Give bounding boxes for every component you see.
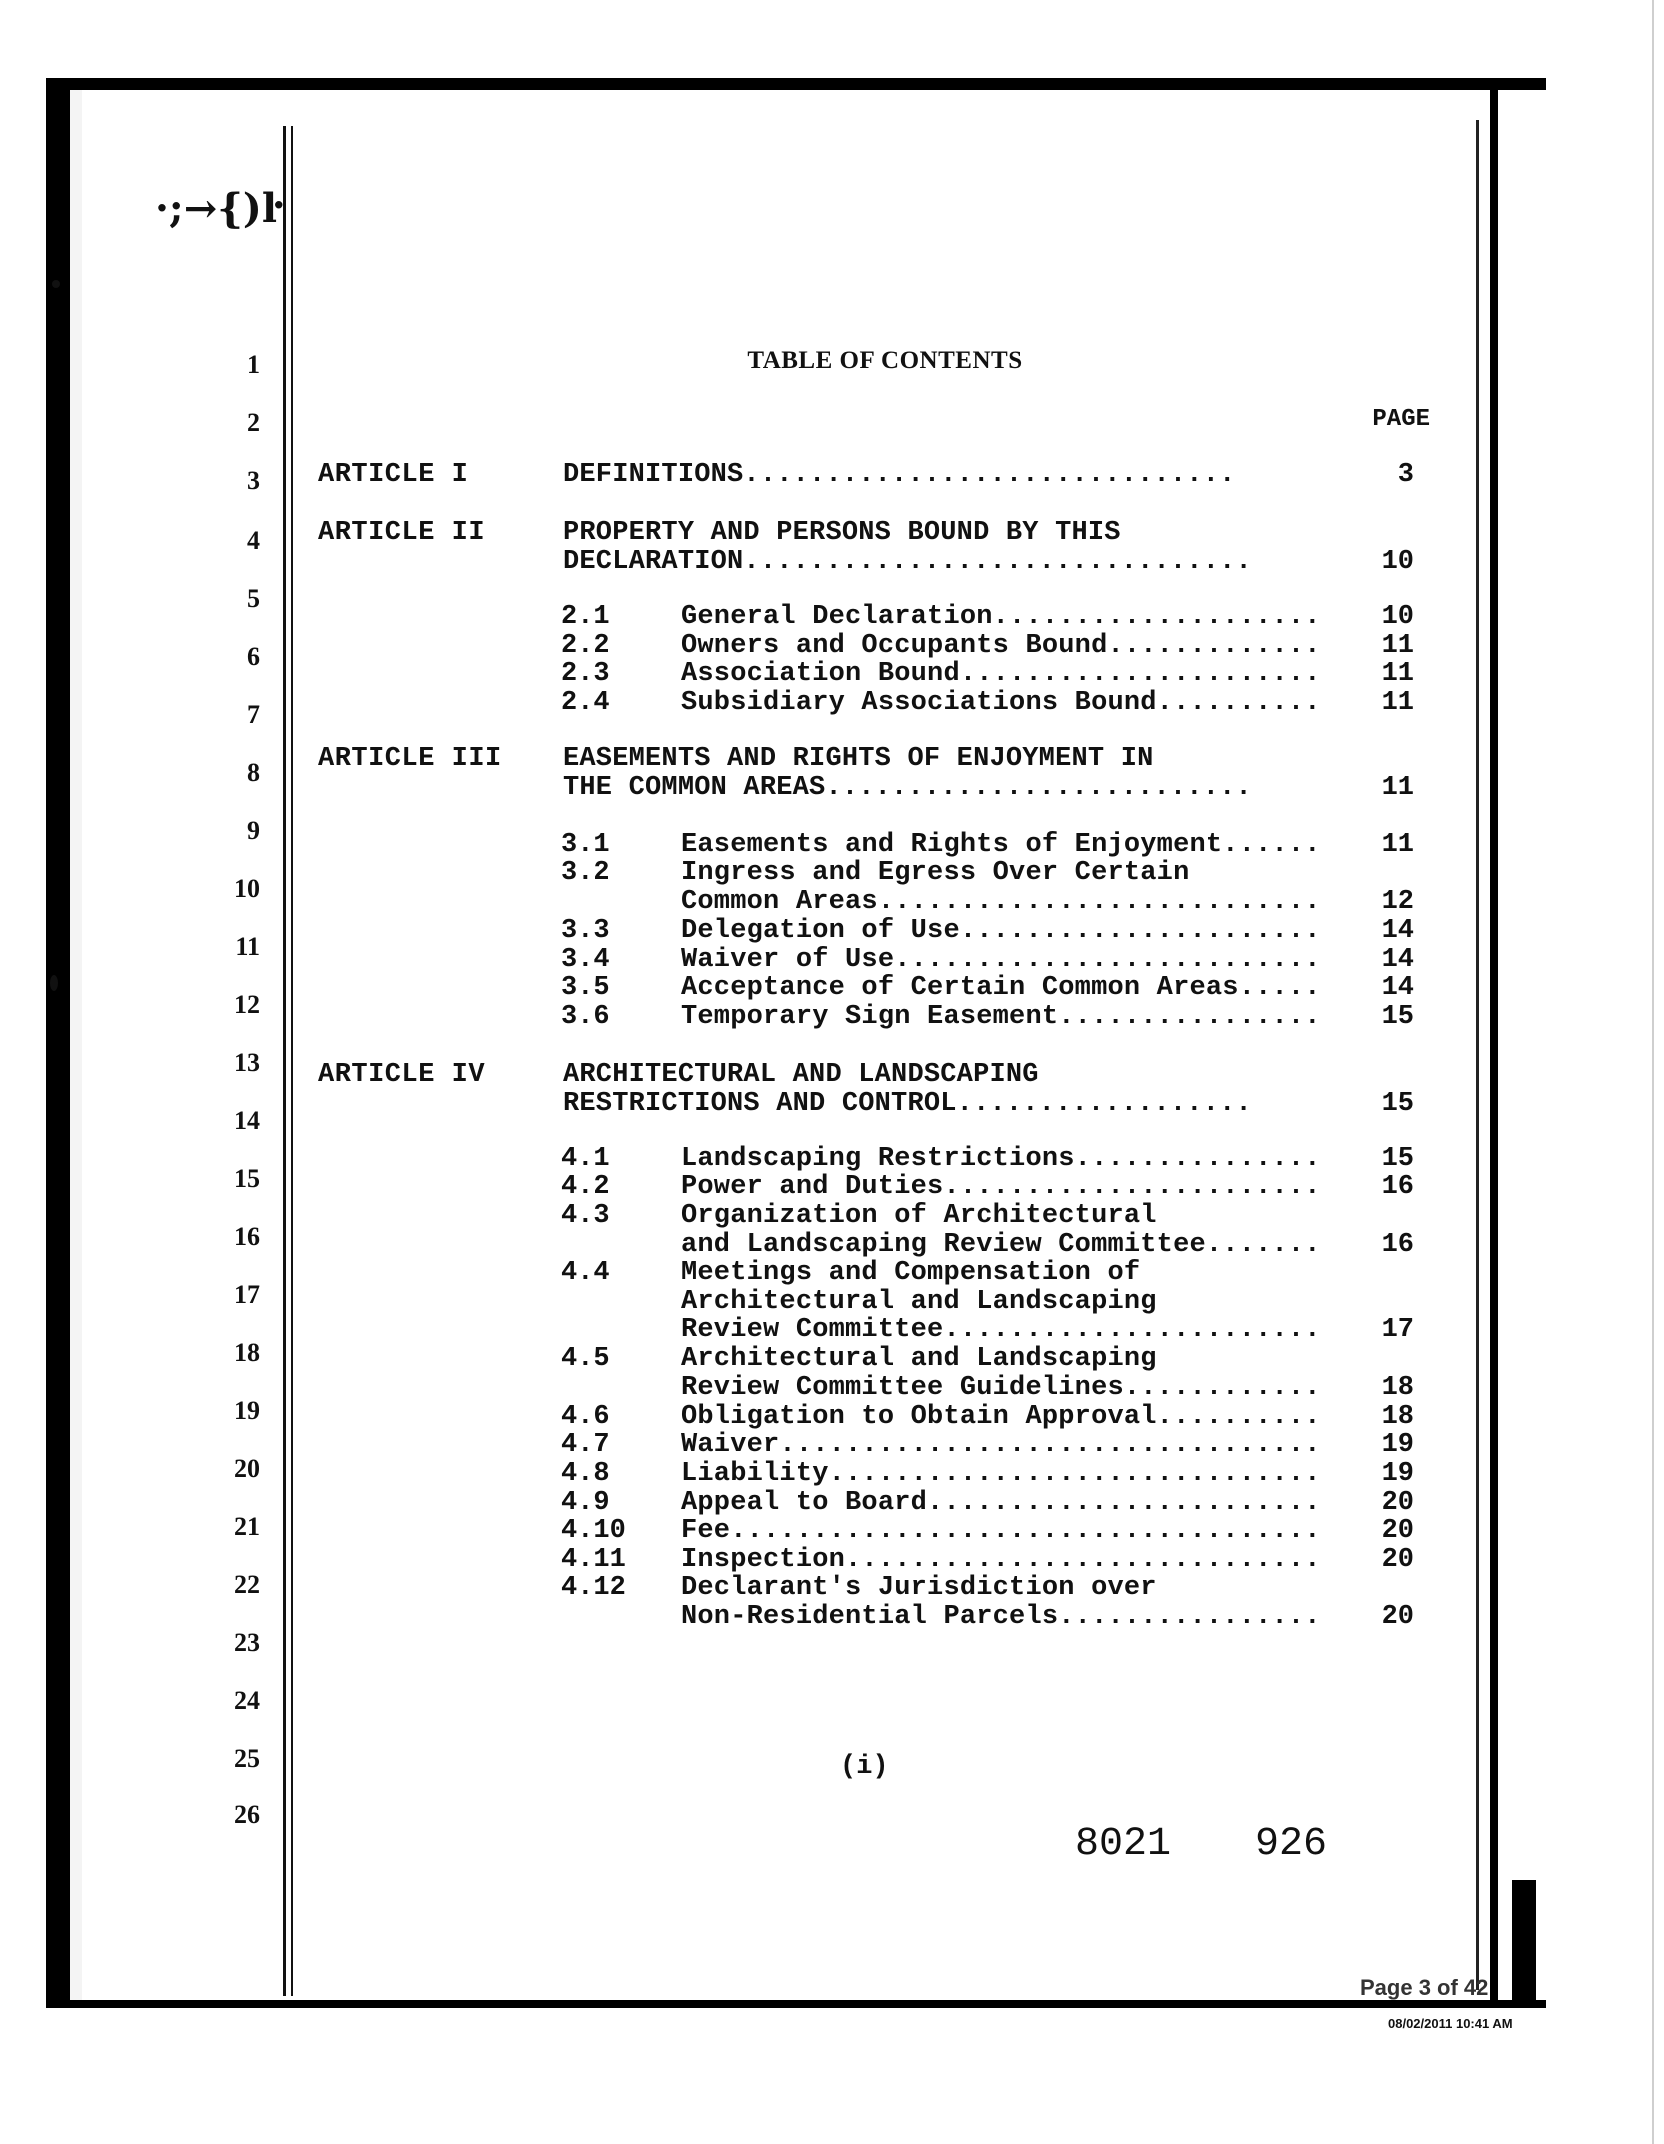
scan-border-right-inner: [1476, 120, 1479, 1990]
section-number: 4.3: [561, 1201, 610, 1231]
section-title-line: Fee....................................: [681, 1516, 1321, 1546]
section-title-line: Architectural and Landscaping: [681, 1344, 1157, 1374]
section-page-ref: 20: [1381, 1601, 1414, 1632]
line-number: 15: [234, 1164, 260, 1193]
section-page-ref: 14: [1381, 945, 1414, 975]
article-title-line: PROPERTY AND PERSONS BOUND BY THIS: [563, 518, 1121, 548]
scan-border-corner: [1512, 1880, 1536, 2008]
section-number: 4.1: [561, 1144, 610, 1174]
scan-speck: [52, 280, 60, 288]
article-label: ARTICLE I: [318, 460, 469, 490]
print-timestamp: 08/02/2011 10:41 AM: [1388, 2016, 1513, 2031]
section-number: 4.6: [561, 1402, 610, 1432]
section-page-ref: 15: [1381, 1144, 1414, 1174]
article-label: ARTICLE II: [318, 518, 486, 548]
line-number: 18: [234, 1338, 260, 1367]
scan-speck: [50, 975, 58, 991]
section-title-line: Owners and Occupants Bound.............: [681, 631, 1321, 661]
section-title-line: Common Areas...........................: [681, 886, 1321, 917]
line-number: 20: [234, 1454, 260, 1483]
line-number: 8: [247, 758, 260, 787]
section-number: 3.5: [561, 973, 610, 1003]
section-title-line: Waiver of Use..........................: [681, 945, 1321, 975]
line-number: 17: [234, 1280, 260, 1309]
line-number: 12: [234, 990, 260, 1019]
section-title-line: and Landscaping Review Committee.......: [681, 1229, 1321, 1260]
article-title-line: RESTRICTIONS AND CONTROL..................: [563, 1088, 1252, 1119]
line-number: 3: [247, 466, 260, 495]
section-title-line: General Declaration....................: [681, 602, 1321, 632]
line-number: 24: [234, 1686, 260, 1715]
section-page-ref: 20: [1381, 1488, 1414, 1518]
section-title-line: Meetings and Compensation of: [681, 1258, 1141, 1288]
section-number: 2.2: [561, 631, 610, 661]
line-number: 22: [234, 1570, 260, 1599]
section-number: 4.11: [561, 1545, 626, 1575]
section-number: 2.4: [561, 688, 610, 718]
section-title-line: Organization of Architectural: [681, 1201, 1157, 1231]
section-title-line: Inspection.............................: [681, 1545, 1321, 1575]
section-title-line: Appeal to Board........................: [681, 1488, 1321, 1518]
section-page-ref: 19: [1381, 1430, 1414, 1460]
line-number: 4: [247, 526, 260, 555]
section-number: 4.4: [561, 1258, 610, 1288]
recording-book-number: 8021: [1075, 1822, 1172, 1867]
section-number: 3.4: [561, 945, 610, 975]
section-title-line: Non-Residential Parcels................: [681, 1601, 1321, 1632]
article-title-line: EASEMENTS AND RIGHTS OF ENJOYMENT IN: [563, 744, 1154, 774]
line-number: 1: [247, 350, 260, 379]
article-page-ref: 3: [1397, 460, 1414, 490]
section-title-line: Subsidiary Associations Bound..........: [681, 688, 1321, 718]
section-number: 2.1: [561, 602, 610, 632]
handwritten-mark: ·;→{)ŀ: [155, 185, 278, 232]
scan-edge-line: [1652, 0, 1654, 2144]
section-number: 3.6: [561, 1002, 610, 1032]
section-page-ref: 17: [1381, 1315, 1414, 1346]
page-column-header: PAGE: [1372, 406, 1430, 433]
section-title-line: Waiver.................................: [681, 1430, 1321, 1460]
line-number: 14: [234, 1106, 260, 1135]
section-number: 3.2: [561, 858, 610, 888]
scan-border-bottom: [46, 2000, 1546, 2008]
section-title-line: Acceptance of Certain Common Areas.....: [681, 973, 1321, 1003]
scan-border-top: [46, 78, 1546, 90]
scan-border-left: [46, 78, 70, 2008]
section-page-ref: 10: [1381, 602, 1414, 632]
line-number: 6: [247, 642, 260, 671]
section-title-line: Ingress and Egress Over Certain: [681, 858, 1190, 888]
section-title-line: Association Bound......................: [681, 659, 1321, 689]
page-number: (i): [840, 1752, 889, 1782]
line-number: 13: [234, 1048, 260, 1077]
article-title-line: ARCHITECTURAL AND LANDSCAPING: [563, 1060, 1039, 1090]
section-title-line: Landscaping Restrictions...............: [681, 1144, 1321, 1174]
section-number: 2.3: [561, 659, 610, 689]
section-title-line: Power and Duties.......................: [681, 1172, 1321, 1202]
scan-border-left-inner: [70, 90, 82, 2000]
article-title-line: DEFINITIONS..............................: [563, 460, 1236, 490]
line-number: 9: [247, 816, 260, 845]
article-page-ref: 15: [1381, 1088, 1414, 1119]
section-page-ref: 11: [1381, 659, 1414, 689]
line-number: 11: [235, 932, 260, 961]
line-number: 23: [234, 1628, 260, 1657]
section-page-ref: 11: [1381, 631, 1414, 661]
section-title-line: Liability..............................: [681, 1459, 1321, 1489]
article-title-line: THE COMMON AREAS..........................: [563, 772, 1252, 803]
section-number: 3.1: [561, 830, 610, 860]
recording-page-number: 926: [1255, 1822, 1328, 1867]
section-page-ref: 11: [1381, 830, 1414, 860]
section-title-line: Obligation to Obtain Approval..........: [681, 1402, 1321, 1432]
margin-rule: [283, 126, 286, 1996]
section-number: 4.12: [561, 1573, 626, 1603]
section-number: 4.8: [561, 1459, 610, 1489]
section-page-ref: 16: [1381, 1172, 1414, 1202]
section-title-line: Declarant's Jurisdiction over: [681, 1573, 1157, 1603]
section-page-ref: 20: [1381, 1545, 1414, 1575]
section-page-ref: 20: [1381, 1516, 1414, 1546]
line-number: 26: [234, 1800, 260, 1829]
section-number: 4.2: [561, 1172, 610, 1202]
section-title-line: Delegation of Use......................: [681, 916, 1321, 946]
scan-border-right: [1490, 78, 1498, 2008]
section-number: 4.9: [561, 1488, 610, 1518]
margin-rule: [291, 126, 293, 1996]
section-title-line: Easements and Rights of Enjoyment......: [681, 830, 1321, 860]
section-page-ref: 14: [1381, 916, 1414, 946]
article-label: ARTICLE III: [318, 744, 502, 774]
article-page-ref: 11: [1381, 772, 1414, 803]
line-number: 21: [234, 1512, 260, 1541]
section-page-ref: 14: [1381, 973, 1414, 1003]
article-page-ref: 10: [1381, 546, 1414, 577]
section-page-ref: 12: [1381, 886, 1414, 917]
line-number: 25: [234, 1744, 260, 1773]
section-page-ref: 16: [1381, 1229, 1414, 1260]
section-page-ref: 19: [1381, 1459, 1414, 1489]
page-title: TABLE OF CONTENTS: [747, 347, 1023, 374]
page-of-label: Page 3 of 42: [1360, 1975, 1489, 2000]
line-number: 10: [234, 874, 260, 903]
line-number: 2: [247, 408, 260, 437]
section-title-line: Review Committee Guidelines............: [681, 1372, 1321, 1403]
article-title-line: DECLARATION...............................: [563, 546, 1252, 577]
section-title-line: Architectural and Landscaping: [681, 1286, 1157, 1317]
section-number: 4.7: [561, 1430, 610, 1460]
line-number: 7: [247, 700, 260, 729]
line-number: 16: [234, 1222, 260, 1251]
section-page-ref: 11: [1381, 688, 1414, 718]
article-label: ARTICLE IV: [318, 1060, 486, 1090]
section-page-ref: 15: [1381, 1002, 1414, 1032]
section-title-line: Review Committee.......................: [681, 1315, 1321, 1346]
section-page-ref: 18: [1381, 1372, 1414, 1403]
section-page-ref: 18: [1381, 1402, 1414, 1432]
section-number: 3.3: [561, 916, 610, 946]
section-number: 4.10: [561, 1516, 626, 1546]
line-number: 5: [247, 584, 260, 613]
line-number: 19: [234, 1396, 260, 1425]
section-number: 4.5: [561, 1344, 610, 1374]
section-title-line: Temporary Sign Easement................: [681, 1002, 1321, 1032]
